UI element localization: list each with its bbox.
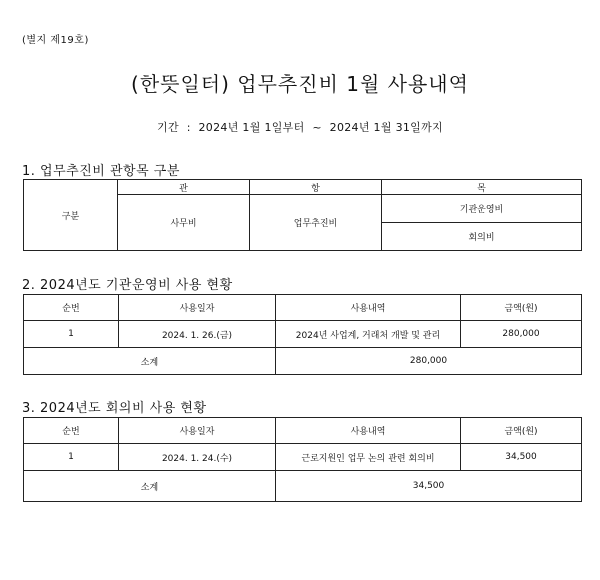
header-amount: 금액(원) — [461, 418, 582, 444]
meeting-expense-table — [23, 417, 582, 502]
classification-table — [23, 179, 582, 251]
row-date: 2024. 1. 26.(금) — [119, 321, 276, 348]
institution-expense-table — [23, 294, 582, 375]
table-row — [24, 444, 582, 471]
period-line — [0, 119, 600, 135]
header-desc: 사용내역 — [276, 295, 461, 321]
row-desc: 근로지원인 업무 논의 관련 회의비 — [276, 444, 461, 471]
hang-value: 업무추진비 — [250, 195, 382, 251]
header-hang: 항 — [250, 180, 382, 195]
period-separator: : — [186, 121, 191, 134]
section2-title: 2. 2024년도 기관운영비 사용 현황 — [22, 278, 233, 293]
header-amount: 금액(원) — [461, 295, 582, 321]
gwan-value: 사무비 — [118, 195, 250, 251]
subtotal-label: 소계 — [24, 348, 276, 375]
row-date: 2024. 1. 24.(수) — [119, 444, 276, 471]
header-desc: 사용내역 — [276, 418, 461, 444]
table-row — [24, 321, 582, 348]
page-title: (한뜻일터) 업무추진비 1월 사용내역 — [131, 72, 469, 96]
header-no: 순번 — [24, 295, 119, 321]
row-no: 1 — [24, 321, 119, 348]
period-label: 기간 — [157, 121, 179, 134]
row-desc: 2024년 사업계, 거래처 개발 및 관리 — [276, 321, 461, 348]
subtotal-value: 34,500 — [276, 471, 582, 502]
period-to: 2024년 1월 31일까지 — [329, 121, 443, 134]
row-amount: 280,000 — [461, 321, 582, 348]
header-date: 사용일자 — [119, 418, 276, 444]
header-gubun: 구분 — [24, 180, 118, 251]
subtotal-value: 280,000 — [276, 348, 582, 375]
section1-title: 1. 업무추진비 관항목 구분 — [22, 164, 180, 179]
subtotal-label: 소계 — [24, 471, 276, 502]
section3-title: 3. 2024년도 회의비 사용 현황 — [22, 401, 207, 416]
period-from: 2024년 1월 1일부터 — [198, 121, 305, 134]
mok-value: 회의비 — [382, 223, 582, 251]
period-tilde: ~ — [312, 121, 322, 134]
row-no: 1 — [24, 444, 119, 471]
header-no: 순번 — [24, 418, 119, 444]
header-mok: 목 — [382, 180, 582, 195]
header-date: 사용일자 — [119, 295, 276, 321]
form-number: (별지 제19호) — [22, 35, 89, 46]
header-gwan: 관 — [118, 180, 250, 195]
mok-value: 기관운영비 — [382, 195, 582, 223]
row-amount: 34,500 — [461, 444, 582, 471]
